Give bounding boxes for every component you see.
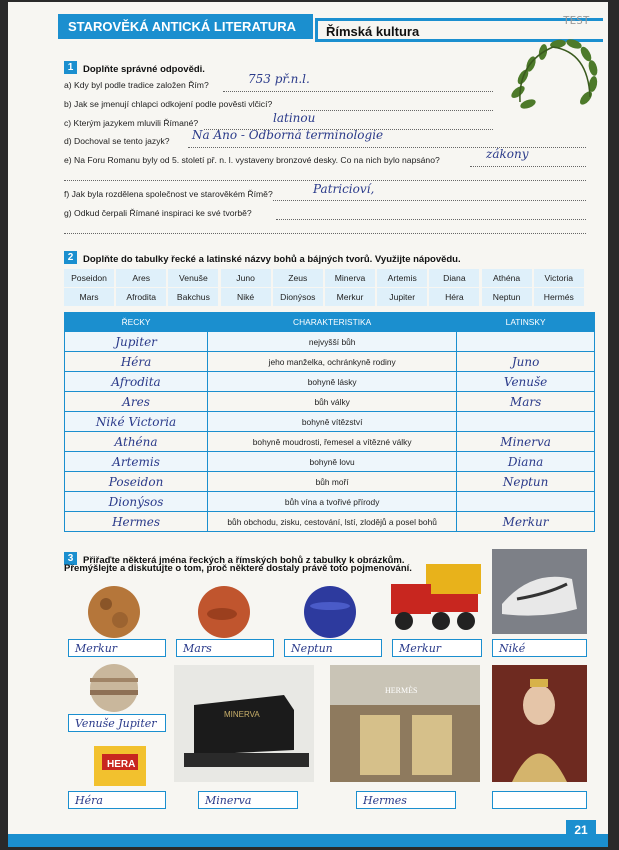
section3-title-line2: Přemýšlejte a diskutujte o tom, proč některé dostaly právě toto pojmenování. (64, 563, 412, 574)
store-brand-label: HERMÈS (385, 686, 418, 695)
answer-c[interactable]: latinou (273, 111, 316, 125)
characteristic-cell: bohyně lovu (208, 452, 457, 472)
answer-box-7[interactable]: Héra (68, 791, 166, 809)
answer-d[interactable]: Na Ano - Odborná terminologie (192, 128, 384, 142)
answer-box-3[interactable]: Neptun (284, 639, 382, 657)
col-characteristic: CHARAKTERISTIKA (208, 313, 457, 332)
table-row (65, 492, 595, 512)
page-title: Římská kultura (315, 18, 603, 42)
answer-line-g2 (64, 232, 586, 234)
characteristic-cell: nejvyšší bůh (208, 332, 457, 352)
greek-cell[interactable]: Afrodita (65, 372, 208, 392)
answer-box-8[interactable]: Minerva (198, 791, 298, 809)
latin-cell[interactable]: Minerva (457, 432, 595, 452)
chapter-title: STAROVĚKÁ ANTICKÁ LITERATURA (58, 14, 313, 39)
answer-box-4[interactable]: Merkur (392, 639, 482, 657)
god-chip: Héra (429, 288, 479, 306)
table-row (65, 372, 595, 392)
god-chip: Athéna (482, 269, 532, 287)
latin-cell[interactable]: Diana (457, 452, 595, 472)
col-greek: ŘECKY (65, 313, 208, 332)
characteristic-cell: bohyně lásky (208, 372, 457, 392)
question-b: b) Jak se jmenují chlapci odkojení podle pověsti vlčicí? (64, 99, 273, 109)
answer-box-1[interactable]: Merkur (68, 639, 166, 657)
corner-note: TEST (563, 14, 590, 27)
greek-cell[interactable]: Jupiter (65, 332, 208, 352)
greek-cell[interactable]: Poseidon (65, 472, 208, 492)
greek-cell[interactable]: Dionýsos (65, 492, 208, 512)
god-chip: Diana (429, 269, 479, 287)
latin-cell[interactable]: Merkur (457, 512, 595, 532)
god-chip: Artemis (377, 269, 427, 287)
god-chip: Poseidon (64, 269, 114, 287)
table-row (65, 452, 595, 472)
characteristic-cell: bůh obchodu, zisku, cestování, lstí, zlodějů a posel bohů (208, 512, 457, 532)
section2-number: 2 (64, 251, 77, 264)
answer-a[interactable]: 753 př.n.l. (248, 72, 310, 86)
table-row (65, 332, 595, 352)
god-chip: Afrodita (116, 288, 166, 306)
latin-cell[interactable] (457, 332, 595, 352)
god-chip: Niké (221, 288, 271, 306)
latin-cell[interactable] (457, 412, 595, 432)
neptune-planet-image (302, 584, 358, 640)
laurel-wreath-icon (498, 22, 608, 132)
question-e: e) Na Foru Romanu byly od 5. století př. n. l. vystaveny bronzové desky. Co na nich bylo napsáno? (64, 155, 440, 165)
god-chip: Minerva (325, 269, 375, 287)
table-row (65, 472, 595, 492)
butter-brand-label: HERA (107, 759, 136, 770)
greek-cell[interactable]: Hermes (65, 512, 208, 532)
answer-line-e1 (470, 165, 586, 167)
mars-planet-image (196, 584, 252, 640)
god-chip: Merkur (325, 288, 375, 306)
characteristic-cell: bohyně moudrosti, řemesel a vítězné války (208, 432, 457, 452)
answer-box-9[interactable]: Hermes (356, 791, 456, 809)
jupiter-planet-image (88, 662, 140, 714)
latin-cell[interactable]: Neptun (457, 472, 595, 492)
latin-cell[interactable]: Juno (457, 352, 595, 372)
workbook-page (8, 2, 608, 847)
answer-line-b (301, 109, 493, 111)
answer-line-g1 (276, 218, 586, 220)
characteristic-cell: jeho manželka, ochránkyně rodiny (208, 352, 457, 372)
section1-number: 1 (64, 61, 77, 74)
god-chip: Neptun (482, 288, 532, 306)
page-number: 21 (566, 820, 596, 840)
table-row (65, 352, 595, 372)
section2-title: Doplňte do tabulky řecké a latinské názvy bohů a bájných tvorů. Využijte nápovědu. (83, 254, 461, 265)
question-a: a) Kdy byl podle tradice založen Řím? (64, 80, 209, 90)
god-chip: Venuše (168, 269, 218, 287)
lego-truck-image (386, 559, 486, 635)
queen-portrait-image (492, 665, 587, 782)
greek-cell[interactable]: Ares (65, 392, 208, 412)
hera-butter-image (90, 742, 150, 790)
nike-shoe-image (492, 549, 587, 634)
section2-heading (64, 249, 461, 267)
answer-line-a (223, 90, 493, 92)
god-chip: Ares (116, 269, 166, 287)
latin-cell[interactable]: Venuše (457, 372, 595, 392)
greek-cell[interactable]: Artemis (65, 452, 208, 472)
answer-e[interactable]: zákony (486, 147, 529, 161)
question-d: d) Dochoval se tento jazyk? (64, 136, 170, 146)
hermes-store-image (330, 665, 480, 782)
answer-box-2[interactable]: Mars (176, 639, 274, 657)
table-row (65, 432, 595, 452)
greek-cell[interactable]: Niké Victoria (65, 412, 208, 432)
answer-f[interactable]: Patricioví, (313, 182, 375, 196)
section3-number: 3 (64, 552, 77, 565)
characteristic-cell: bůh moří (208, 472, 457, 492)
section1-heading (64, 59, 205, 77)
god-chip: Juno (221, 269, 271, 287)
god-chip: Bakchus (168, 288, 218, 306)
characteristic-cell: bůh války (208, 392, 457, 412)
god-chip: Victoria (534, 269, 584, 287)
table-row (65, 392, 595, 412)
table-row (65, 512, 595, 532)
sewing-machine-image (174, 665, 314, 782)
answer-line-f (273, 199, 586, 201)
god-chip: Dionýsos (273, 288, 323, 306)
answer-box-6[interactable]: Venuše Jupiter (68, 714, 166, 732)
characteristic-cell: bůh vína a tvořivé přírody (208, 492, 457, 512)
characteristic-cell: bohyně vítězství (208, 412, 457, 432)
question-f: f) Jak byla rozdělena společnost ve starověkém Římě? (64, 189, 273, 199)
footer-bar (8, 834, 608, 847)
god-chip: Jupiter (377, 288, 427, 306)
question-g: g) Odkud čerpali Římané inspiraci ke své tvorbě? (64, 208, 252, 218)
gods-table (64, 312, 595, 532)
sewing-brand-label: MINERVA (224, 710, 260, 719)
answer-box-5[interactable]: Niké (492, 639, 587, 657)
question-c: c) Kterým jazykem mluvili Římané? (64, 118, 199, 128)
god-chip: Mars (64, 288, 114, 306)
table-row (65, 412, 595, 432)
col-latin: LATINSKY (457, 313, 595, 332)
greek-cell[interactable]: Athéna (65, 432, 208, 452)
latin-cell[interactable] (457, 492, 595, 512)
answer-line-e2 (64, 179, 586, 181)
greek-cell[interactable]: Héra (65, 352, 208, 372)
section3-title-line1: Přiřaďte některá jména řeckých a římských bohů z tabulky k obrázkům. (83, 555, 405, 566)
mercury-planet-image (86, 584, 142, 640)
latin-cell[interactable]: Mars (457, 392, 595, 412)
god-chip: Hermés (534, 288, 584, 306)
section1-title: Doplňte správné odpovědi. (83, 64, 205, 75)
answer-box-10[interactable] (492, 791, 587, 809)
god-chip: Zeus (273, 269, 323, 287)
